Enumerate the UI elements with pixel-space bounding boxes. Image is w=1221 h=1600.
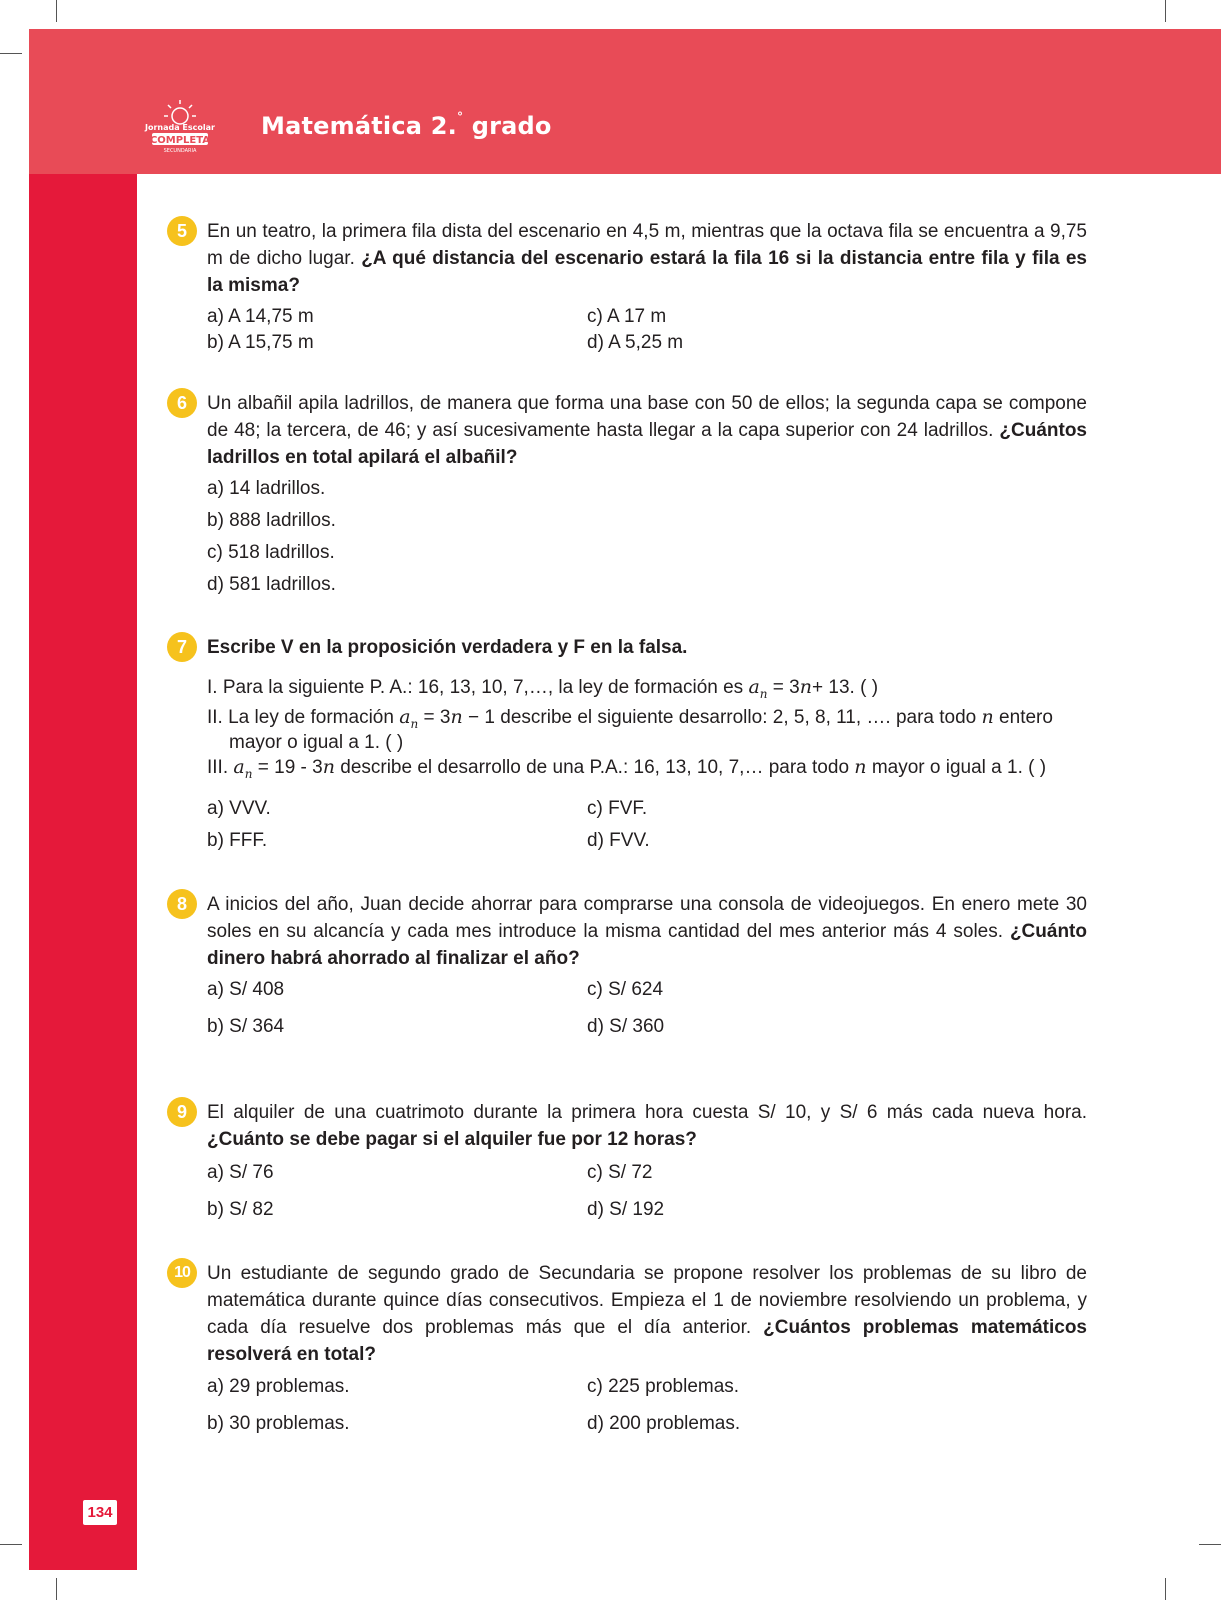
prop-text: = 3 (418, 707, 451, 728)
option-d: d) 200 problemas. (587, 1413, 741, 1434)
prop-text: describe el desarrollo de una P.A.: 16, 13, 10, 7,… para todo (334, 757, 855, 778)
crop-mark (1165, 1578, 1166, 1600)
option-b: b) 888 ladrillos. (207, 510, 336, 531)
option-d: d) FVV. (587, 830, 650, 851)
stem-text: Un albañil apila ladrillos, de manera que forma una base con 50 de ellos; la segunda capa se compone de 48; la tercera, de 46; y así sucesivamente hasta llegar a la capa superior con 24 ladrillos. (207, 393, 1087, 441)
math-var: a (748, 676, 760, 698)
prop-text: − 1 describe el siguiente desarrollo: 2, 5, 8, 11, …. para todo (462, 707, 982, 728)
question-stem (207, 891, 1087, 972)
stem-question: ¿Cuánto dinero habrá ahorrado al finalizar el año? (207, 921, 1087, 969)
option-a: a) 29 problemas. (207, 1376, 350, 1397)
logo-line1: Jornada Escolar (145, 123, 215, 132)
option-a: a) S/ 408 (207, 979, 285, 1000)
option-d: d) S/ 360 (587, 1016, 665, 1037)
prop-text: = 3 (767, 677, 800, 698)
option-b: b) FFF. (207, 830, 268, 851)
question-stem (207, 1099, 1087, 1153)
stem-question: ¿Cuántos ladrillos en total apilará el albañil? (207, 420, 1087, 468)
option-b: b) S/ 82 (207, 1199, 274, 1220)
crop-mark (1199, 1544, 1221, 1545)
title-end: grado (471, 112, 552, 140)
stem-question: ¿Cuánto se debe pagar si el alquiler fue por 12 horas? (207, 1129, 697, 1150)
option-a: a) S/ 76 (207, 1162, 274, 1183)
prop-text: + 13. ( ) (812, 677, 879, 698)
question-number-badge: 7 (167, 632, 197, 662)
crop-mark (0, 53, 22, 54)
stem-question: ¿Cuántos problemas matemáticos resolverá en total? (207, 1317, 1087, 1365)
prop-text: entero (993, 707, 1053, 728)
question-number-badge: 8 (167, 889, 197, 919)
logo-line2: COMPLETA (149, 135, 211, 146)
stem-text: A inicios del año, Juan decide ahorrar para comprarse una consola de videojuegos. En enero mete 30 soles en su alcancía y cada mes introduce la misma cantidad del mes anterior más 4 soles. (207, 894, 1087, 942)
math-var: n (322, 756, 335, 778)
question-number-badge: 10 (167, 1258, 197, 1288)
proposition-3 (207, 754, 1087, 787)
question-stem (207, 1260, 1087, 1368)
title-main: Matemática 2. (261, 112, 457, 140)
question-number-badge: 5 (167, 216, 197, 246)
option-b: b) A 15,75 m (207, 332, 314, 353)
option-a: a) A 14,75 m (207, 306, 314, 327)
prop-text: mayor o igual a 1. ( ) (866, 757, 1047, 778)
option-d: d) A 5,25 m (587, 332, 684, 353)
proposition-2-cont: mayor o igual a 1. ( ) (229, 732, 404, 753)
title-degree: ° (456, 110, 464, 124)
crop-mark (0, 1544, 22, 1545)
option-c: c) S/ 624 (587, 979, 664, 1000)
option-a: a) 14 ladrillos. (207, 478, 326, 499)
math-sub: n (410, 716, 419, 731)
crop-mark (1165, 0, 1166, 22)
math-var: n (450, 706, 463, 728)
option-d: d) 581 ladrillos. (207, 574, 336, 595)
option-a: a) VVV. (207, 798, 271, 819)
prop-text: III. (207, 757, 234, 778)
option-c: c) A 17 m (587, 306, 667, 327)
option-c: c) S/ 72 (587, 1162, 653, 1183)
page-number: 134 (83, 1500, 117, 1525)
option-c: c) 518 ladrillos. (207, 542, 335, 563)
math-var: a (233, 756, 245, 778)
math-var: n (799, 676, 813, 698)
option-c: c) 225 problemas. (587, 1376, 740, 1397)
option-b: b) S/ 364 (207, 1016, 285, 1037)
sun-bulb-logo-icon (140, 96, 220, 156)
question-stem (207, 634, 1087, 661)
math-sub: n (759, 686, 768, 701)
side-strip (29, 174, 137, 1570)
option-b: b) 30 problemas. (207, 1413, 350, 1434)
page-title (261, 112, 552, 140)
math-sub: n (244, 766, 253, 781)
question-number-badge: 9 (167, 1097, 197, 1127)
crop-mark (56, 0, 57, 22)
crop-mark (56, 1578, 57, 1600)
stem-text: El alquiler de una cuatrimoto durante la primera hora cuesta S/ 10, y S/ 6 más cada nueva hora. (207, 1102, 1087, 1123)
prop-text: I. Para la siguiente P. A.: 16, 13, 10, 7,…, la ley de formación es (207, 677, 749, 698)
math-var: n (854, 756, 867, 778)
question-number-badge: 6 (167, 388, 197, 418)
logo-line3: SECUNDARIA (163, 148, 197, 154)
math-var: n (981, 706, 994, 728)
stem-question: Escribe V en la proposición verdadera y F en la falsa. (207, 637, 688, 658)
prop-text: II. La ley de formación (207, 707, 400, 728)
stem-question: ¿A qué distancia del escenario estará la fila 16 si la distancia entre fila y fila es la misma? (207, 248, 1088, 296)
option-c: c) FVF. (587, 798, 648, 819)
stem-text: Un estudiante de segundo grado de Secundaria se propone resolver los problemas de su libro de matemática durante quince días consecutivos. Empieza el 1 de noviembre resolviendo un problema, y cada día resuelve dos problemas más que el día anterior. (207, 1263, 1087, 1338)
question-stem (207, 390, 1087, 471)
math-var: a (399, 706, 411, 728)
proposition-1 (207, 674, 1087, 707)
prop-text: = 19 - 3 (252, 757, 323, 778)
option-d: d) S/ 192 (587, 1199, 665, 1220)
stem-text: En un teatro, la primera fila dista del escenario en 4,5 m, mientras que la octava fila se encuentra a 9,75 m de dicho lugar. (207, 221, 1087, 269)
question-stem (207, 218, 1087, 299)
